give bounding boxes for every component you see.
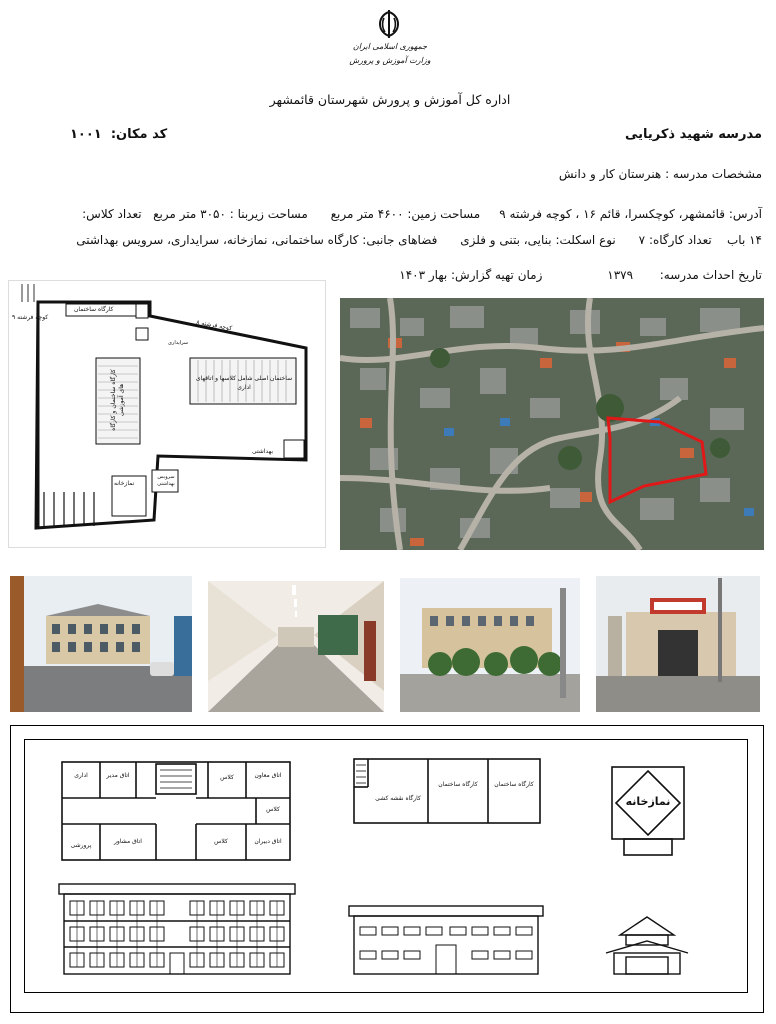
workshop-building-label: کارگاه ساختمان و کارگاه های آموزشی	[110, 369, 125, 431]
main-building-label: ساختمان اصلی شامل کلاسها و اتاقهای اداری	[195, 375, 293, 391]
workshop-count: تعداد کارگاه: ۷	[638, 233, 712, 247]
school-name: مدرسه شهید ذکریایی	[624, 127, 762, 142]
plan-a-class-3: کلاس	[214, 838, 228, 845]
elevation-main-building	[58, 883, 296, 975]
plan-a-admin: اداری	[74, 772, 88, 779]
class-count-value: ۱۴ باب	[727, 233, 762, 247]
photo-school-gate	[596, 576, 760, 712]
school-specs: مشخصات مدرسه : هنرستان کار و دانش	[558, 167, 762, 181]
plan-a-deputy: اتاق معاون	[254, 772, 282, 779]
address: آدرس: قائمشهر، کوچکسرا، قائم ۱۶ ، کوچه فرشته ۹	[499, 207, 762, 221]
location-code	[70, 127, 167, 142]
prayer-hall-plan	[610, 765, 686, 857]
plan-b-drafting: کارگاه نقشه کشی	[375, 795, 421, 802]
plan-b-workshop-2: کارگاه ساختمان	[438, 781, 478, 788]
photo-corridor	[208, 581, 384, 712]
satellite-map	[340, 298, 764, 550]
plan-a-counsel: اتاق مشاور	[114, 838, 142, 845]
features-line	[76, 233, 762, 247]
top-workshop-label: کارگاه ساختمان	[74, 306, 114, 313]
street-top-label: کوچه فرشته ۸	[195, 318, 233, 333]
location-code-label: کد مکان:	[110, 127, 168, 142]
location-code-value: ۱۰۰۱	[70, 127, 102, 142]
prayer-hall-label: نمازخانه	[114, 480, 135, 487]
side-spaces: فضاهای جانبی: کارگاه ساختمانی، نمازخانه، سرایداری، سرویس بهداشتی	[76, 233, 438, 247]
dates-line	[399, 268, 762, 282]
logo-line-2: وزارت آموزش و پرورش	[349, 56, 431, 65]
plan-a-manager: اتاق مدیر	[106, 772, 130, 779]
floor-plan-main	[60, 760, 292, 862]
floor-plan-workshops	[352, 757, 542, 825]
toilets-label: سرویس بهداشتی	[157, 474, 175, 487]
address-line	[82, 207, 762, 221]
office-title: اداره کل آموزش و پرورش شهرستان قائمشهر	[269, 92, 511, 107]
guard-label: سرایداری	[168, 340, 189, 346]
photo-building-exterior	[10, 576, 192, 712]
logo-line-1: جمهوری اسلامی ایران	[352, 42, 428, 51]
iran-emblem-icon	[372, 8, 406, 40]
street-left-label: کوچه فرشته ۹	[12, 314, 49, 321]
plan-a-teachers: اتاق دبیران	[254, 838, 282, 845]
class-count-label: تعداد کلاس:	[82, 207, 142, 221]
established-value: ۱۳۷۹	[607, 268, 634, 282]
established-label: تاریخ احداث مدرسه:	[659, 268, 762, 282]
prayer-hall-label: نمازخانه	[625, 795, 671, 808]
report-date: زمان تهیه گزارش: بهار ۱۴۰۳	[399, 268, 543, 282]
photo-building-garden	[400, 578, 580, 712]
plan-a-class-1: کلاس	[220, 774, 234, 781]
structure-type: نوع اسکلت: بنایی، بتنی و فلزی	[460, 233, 616, 247]
elevation-workshop-building	[348, 905, 544, 975]
land-area: مساحت زمین: ۴۶۰۰ متر مربع	[330, 207, 481, 221]
built-area: مساحت زیربنا : ۳۰۵۰ متر مربع	[153, 207, 308, 221]
elevation-prayer-hall	[604, 915, 690, 975]
plan-a-class-2: کلاس	[266, 806, 280, 813]
health-label: بهداشتی	[252, 448, 274, 455]
plan-b-workshop-1: کارگاه ساختمان	[494, 781, 534, 788]
site-plan	[8, 280, 326, 548]
plan-a-guidance: پرورشی	[70, 842, 92, 849]
